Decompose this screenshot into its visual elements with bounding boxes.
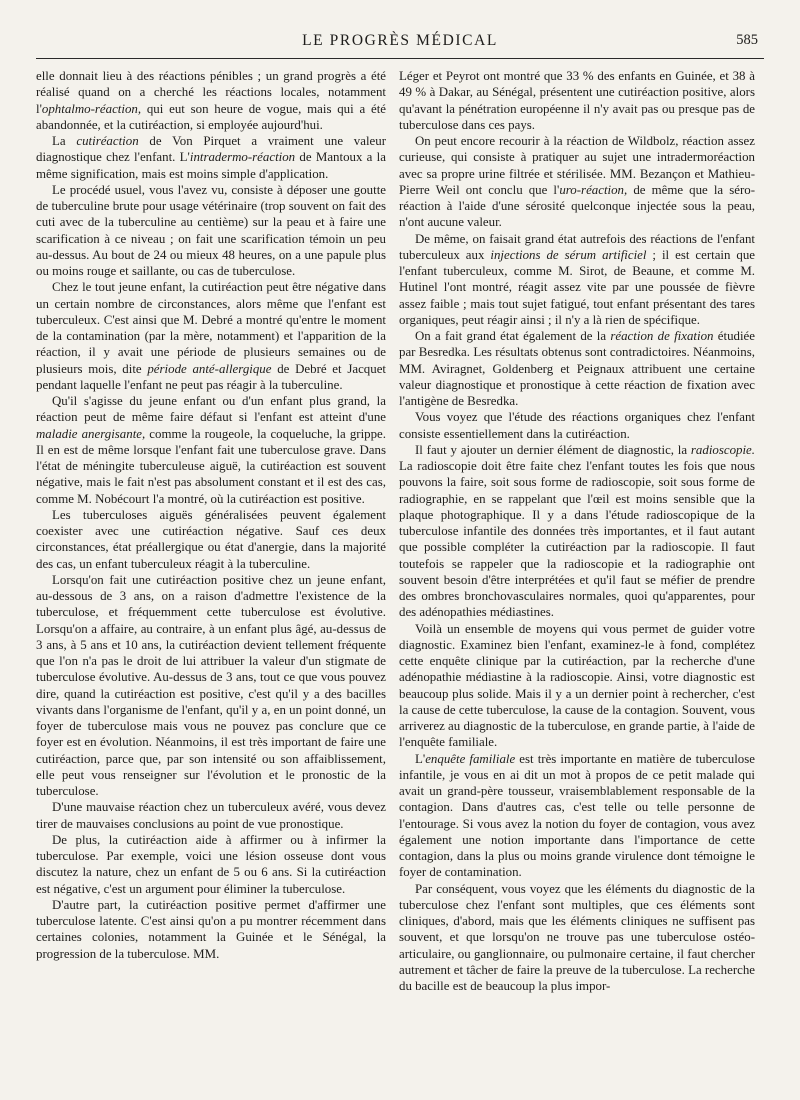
paragraph: Vous voyez que l'étude des réactions organiques chez l'enfant consiste essentiellement dans la cutiréaction. — [399, 410, 755, 441]
paragraph: Léger et Peyrot ont montré que 33 % des enfants en Guinée, et 38 à 49 % à Dakar, au Sénégal, présentent une cutiréaction positive, alors qu'avant la pénétration européenne il n'y avait pas ou presque pas de tuberculose dans ces pays. — [399, 69, 755, 132]
paragraph: Par conséquent, vous voyez que les éléments du diagnostic de la tuberculose chez l'enfant sont multiples, que ces éléments sont cliniques, d'abord, mais que les éléments cliniques ne suffisent pas souvent, et que lorsqu'on ne trouve pas une tuberculose ostéo-articulaire, ou ganglionnaire, ou pulmonaire certaine, il faut chercher autrement et tâcher de faire la preuve de la tuberculose. La recherche du bacille est de beaucoup la plus impor- — [399, 881, 755, 993]
paragraph: Qu'il s'agisse du jeune enfant ou d'un enfant plus grand, la réaction peut de même faire défaut si l'enfant est atteint d'une maladie anergisante, comme la rougeole, la coqueluche, la grippe. Il en est de même lorsque l'enfant fait une tuberculose grave. Dans l'état de méningite tuberculeuse aiguë, la cutiréaction est souvent négative, mais le fait n'est pas absolument constant et il est des cas, comme M. Nobécourt l'a montré, où la cutiréaction est positive. — [36, 394, 386, 506]
journal-title: LE PROGRÈS MÉDICAL — [302, 32, 498, 49]
paragraph: Le procédé usuel, vous l'avez vu, consiste à déposer une goutte de tuberculine brute pour usage vétérinaire (trop souvent on fait des cuti avec de la tuberculine au centième) sur la peau et à faire une scarification à ce niveau ; on fait une scarification témoin un peu au-dessus. Au bout de 24 ou mieux 48 heures, on a une papule plus ou moins rouge et saillante, ou cas de tuberculose. — [36, 182, 386, 278]
paragraph: elle donnait lieu à des réactions pénibles ; un grand progrès a été réalisé quand on a cherché les réactions locales, notamment l'ophtalmo-réaction, qui eut son heure de vogue, mais qui a été abandonnée, et la cutiréaction, si employée aujourd'hui. — [36, 69, 386, 132]
header-rule — [36, 58, 764, 59]
paragraph: La cutiréaction de Von Pirquet a vraiment une valeur diagnostique chez l'enfant. L'intradermo-réaction de Mantoux a la même signification, mais est moins simple d'application. — [36, 134, 386, 181]
paragraph: De plus, la cutiréaction aide à affirmer ou à infirmer la tuberculose. Par exemple, voici une lésion osseuse dont vous discutez la nature, chez un enfant de 5 ou 6 ans. Si la cutiréaction est négative, c'est un argument pour éliminer la tuberculose. — [36, 832, 386, 896]
paragraph: On a fait grand état également de la réaction de fixation étudiée par Besredka. Les résultats obtenus sont contradictoires. Néanmoins, MM. Aviragnet, Goldenberg et Peignaux attribuent une certaine valeur diagnostique et pronostique à cette réaction de fixation avec l'antigène de Besredka. — [399, 329, 755, 408]
paragraph: Voilà un ensemble de moyens qui vous permet de guider votre diagnostic. Examinez bien l'enfant, examinez-le à fond, complétez cette enquête clinique par la cutiréaction, par la recherche d'une adénopathie médiastine à la radioscopie. Ainsi, votre diagnostic est beaucoup plus solide. Mais il y a un dernier point à rechercher, c'est la cause de cette tuberculose, la cause de la contagion. Souvent, vous arriverez au diagnostic de la tuberculose, en grande partie, à l'aide de l'enquête familiale. — [399, 621, 755, 750]
paragraph: D'autre part, la cutiréaction positive permet d'affirmer une tuberculose latente. C'est ainsi qu'on a pu montrer récemment dans certaines colonies, notamment la Guinée et le Sénégal, la progression de la tuberculose. MM. — [36, 897, 386, 961]
paragraph: On peut encore recourir à la réaction de Wildbolz, réaction assez curieuse, qui consiste à pratiquer au sujet une intradermoréaction avec sa propre urine filtrée et stérilisée. MM. Bezançon et Mathieu-Pierre Weil ont conclu que l'uro-réaction, de même que la séro-réaction à l'aide d'une sérosité quelconque injectée sous la peau, n'ont aucune valeur. — [399, 134, 755, 230]
left-column — [36, 68, 386, 1078]
paragraph: Les tuberculoses aiguës généralisées peuvent également coexister avec une cutiréaction négative. Sauf ces deux circonstances, état préallergique ou état d'anergie, dans la majorité des cas, un enfant tuberculeux réagit à la tuberculine. — [36, 507, 386, 571]
paragraph: L'enquête familiale est très importante en matière de tuberculose infantile, je vous en ai dit un mot à propos de ce petit malade qui avait un grand-père tousseur, vraisemblablement responsable de la contagion. Dans d'autres cas, c'est telle ou telle personne de l'entourage. Si vous avez la notion du foyer de contagion, vous avez également une notion importante dans l'importance de cette contagion, dans la plus ou moins grande virulence dont témoigne le foyer de contamination. — [399, 751, 755, 880]
paragraph: Il faut y ajouter un dernier élément de diagnostic, la radioscopie. La radioscopie doit être faite chez l'enfant toutes les fois que nous pouvons la faire, soit sous forme de radioscopie, soit sous forme de radiographie, en se rappelant que l'œil est moins sensible que la plaque photographique. Il y a dans l'étude radioscopique de la tuberculose infantile des données très importantes, et il faut autant que possible compléter la cutiréaction par la radioscopie. Il faut toutefois se rappeler que la radioscopie et la radiographie ont souvent besoin d'être interprétées et qu'il faut se méfier de prendre des ombres bronchovasculaires normales, quoi qu'apparentes, pour des adénopathies médiastines. — [399, 442, 755, 620]
paragraph: Lorsqu'on fait une cutiréaction positive chez un jeune enfant, au-dessous de 3 ans, on a raison d'admettre l'existence de la tuberculose, et fréquemment cette tuberculose est évolutive. Lorsqu'on a affaire, au contraire, à un enfant plus âgé, au-dessus de 3 ans, à 5 ans et 10 ans, la cutiréaction devient tellement fréquente que l'on n'a pas le droit de lui attribuer la valeur d'un stigmate de tuberculose évolutive. Au-dessus de 3 ans, tout ce que vous pouvez dire, quand la cutiréaction est positive, c'est qu'il y a des bacilles vivants dans l'organisme de l'enfant, qu'il y a, en un point donné, un foyer de tuberculose mais vous ne pouvez pas conclure que ce foyer est en évolution. Néanmoins, il est très important de faire une cutiréaction, parce que, par son intensité ou son affaiblissement, elle peut vous renseigner sur l'évolution et le pronostic de la tuberculose. — [36, 572, 386, 798]
running-header — [36, 30, 764, 54]
paragraph: Chez le tout jeune enfant, la cutiréaction peut être négative dans un certain nombre de circonstances, alors même que l'enfant est tuberculeux. C'est ainsi que M. Debré a montré qu'entre le moment de la contamination (par la mère, notamment) et l'apparition de la réaction, il y avait une période de plusieurs semaines ou de plusieurs mois, dite période anté-allergique de Debré et Jacquet pendant laquelle l'enfant ne peut pas réagir à la tuberculine. — [36, 280, 386, 392]
paragraph: D'une mauvaise réaction chez un tuberculeux avéré, vous devez tirer de mauvaises conclusions au point de vue pronostique. — [36, 800, 386, 831]
right-column — [399, 68, 755, 1078]
paragraph: De même, on faisait grand état autrefois des réactions de l'enfant tuberculeux aux injections de sérum artificiel ; il est certain que l'enfant tuberculeux, comme M. Sirot, de Beaune, et comme M. Hutinel l'ont montré, réagit assez vite par une poussée de fièvre assez faible ; mais tout sujet fatigué, tout enfant présentant des tares organiques, peut réagir ainsi ; il n'y a là rien de spécifique. — [399, 231, 755, 327]
page-number: 585 — [736, 32, 758, 48]
